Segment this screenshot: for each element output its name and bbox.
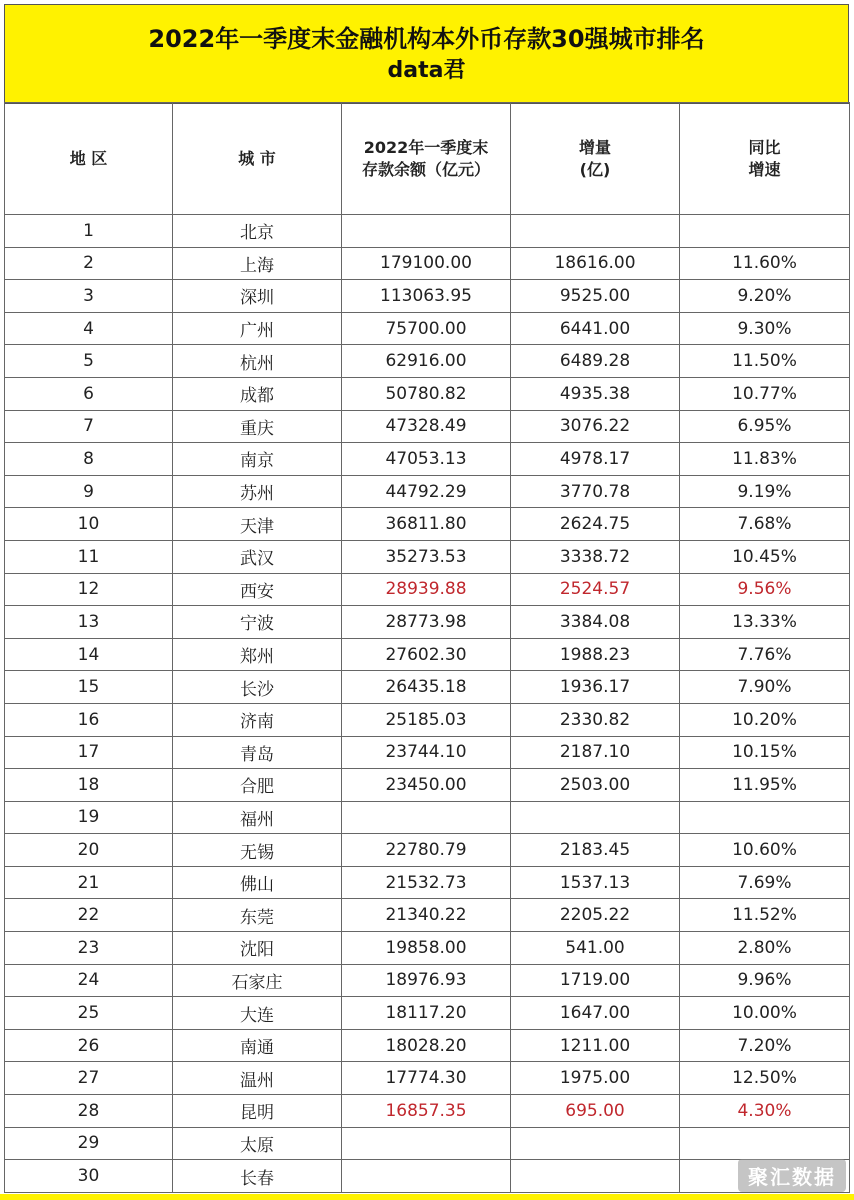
cell-increase [511,1127,680,1160]
cell-yoy: 7.20% [680,1029,850,1062]
cell-rank: 5 [5,345,173,378]
cell-balance: 28939.88 [342,573,511,606]
cell-balance: 28773.98 [342,606,511,639]
cell-city: 西安 [173,573,342,606]
cell-rank: 16 [5,703,173,736]
cell-increase: 4978.17 [511,443,680,476]
page-title: 2022年一季度末金融机构本外币存款30强城市排名 [148,25,705,53]
cell-increase: 2187.10 [511,736,680,769]
header-region: 地 区 [5,103,173,215]
cell-city: 沈阳 [173,932,342,965]
cell-city: 无锡 [173,834,342,867]
cell-balance: 21532.73 [342,866,511,899]
cell-city: 长沙 [173,671,342,704]
cell-city: 太原 [173,1127,342,1160]
cell-balance: 179100.00 [342,247,511,280]
cell-increase: 2205.22 [511,899,680,932]
cell-rank: 25 [5,997,173,1030]
cell-yoy: 7.76% [680,638,850,671]
cell-increase: 3384.08 [511,606,680,639]
cell-increase [511,801,680,834]
cell-yoy: 9.30% [680,312,850,345]
header-balance-label: 2022年一季度末 存款余额（亿元） [361,137,490,179]
cell-rank: 2 [5,247,173,280]
cell-increase: 3770.78 [511,475,680,508]
cell-yoy: 7.69% [680,866,850,899]
title-banner [4,4,849,104]
cell-increase: 1975.00 [511,1062,680,1095]
cell-rank: 30 [5,1160,173,1193]
cell-balance: 75700.00 [342,312,511,345]
cell-city: 杭州 [173,345,342,378]
table-row [5,736,850,769]
table-row [5,247,850,280]
table-row [5,1062,850,1095]
cell-rank: 13 [5,606,173,639]
cell-balance: 47328.49 [342,410,511,443]
cell-rank: 29 [5,1127,173,1160]
cell-rank: 22 [5,899,173,932]
table-row [5,932,850,965]
table-row [5,801,850,834]
table-row [5,410,850,443]
cell-rank: 10 [5,508,173,541]
cell-rank: 6 [5,377,173,410]
cell-city: 上海 [173,247,342,280]
cell-increase: 1988.23 [511,638,680,671]
cell-city: 武汉 [173,540,342,573]
cell-balance: 27602.30 [342,638,511,671]
cell-balance: 18028.20 [342,1029,511,1062]
cell-rank: 3 [5,280,173,313]
cell-rank: 28 [5,1095,173,1128]
cell-balance: 113063.95 [342,280,511,313]
cell-rank: 27 [5,1062,173,1095]
cell-increase: 541.00 [511,932,680,965]
header-balance [342,103,511,215]
cell-increase: 2503.00 [511,769,680,802]
cell-rank: 12 [5,573,173,606]
bottom-bar [0,1194,854,1200]
cell-rank: 4 [5,312,173,345]
cell-city: 石家庄 [173,964,342,997]
table-row [5,540,850,573]
cell-increase: 1537.13 [511,866,680,899]
cell-yoy: 12.50% [680,1062,850,1095]
cell-city: 重庆 [173,410,342,443]
cell-yoy: 11.95% [680,769,850,802]
cell-city: 广州 [173,312,342,345]
cell-increase: 6441.00 [511,312,680,345]
table-row [5,377,850,410]
cell-increase: 3076.22 [511,410,680,443]
header-city: 城 市 [173,103,342,215]
cell-balance: 44792.29 [342,475,511,508]
cell-increase: 2524.57 [511,573,680,606]
table-row [5,769,850,802]
table-row [5,1095,850,1128]
table-row [5,475,850,508]
cell-balance: 25185.03 [342,703,511,736]
cell-rank: 24 [5,964,173,997]
table-row [5,1127,850,1160]
table-row [5,280,850,313]
cell-yoy [680,801,850,834]
table-row [5,671,850,704]
cell-increase: 1647.00 [511,997,680,1030]
cell-rank: 15 [5,671,173,704]
cell-increase [511,1160,680,1193]
cell-yoy: 9.96% [680,964,850,997]
table-row [5,866,850,899]
cell-rank: 20 [5,834,173,867]
cell-balance: 35273.53 [342,540,511,573]
cell-balance: 22780.79 [342,834,511,867]
cell-yoy: 11.52% [680,899,850,932]
cell-rank: 9 [5,475,173,508]
cell-rank: 14 [5,638,173,671]
cell-increase: 695.00 [511,1095,680,1128]
cell-balance [342,801,511,834]
cell-yoy: 11.83% [680,443,850,476]
cell-increase: 2624.75 [511,508,680,541]
cell-increase: 2183.45 [511,834,680,867]
cell-increase: 1211.00 [511,1029,680,1062]
cell-balance: 18117.20 [342,997,511,1030]
cell-yoy: 9.56% [680,573,850,606]
cell-increase: 1719.00 [511,964,680,997]
cell-balance [342,1127,511,1160]
cell-city: 南京 [173,443,342,476]
cell-yoy: 10.45% [680,540,850,573]
cell-city: 东莞 [173,899,342,932]
cell-increase: 2330.82 [511,703,680,736]
cell-yoy: 10.00% [680,997,850,1030]
cell-city: 天津 [173,508,342,541]
cell-city: 苏州 [173,475,342,508]
table-row [5,997,850,1030]
cell-rank: 1 [5,215,173,248]
table-row [5,312,850,345]
cell-city: 南通 [173,1029,342,1062]
cell-balance: 23450.00 [342,769,511,802]
cell-city: 北京 [173,215,342,248]
cell-yoy: 13.33% [680,606,850,639]
table-row [5,443,850,476]
cell-yoy: 7.68% [680,508,850,541]
header-increase [511,103,680,215]
page-subtitle: data君 [387,58,466,83]
cell-city: 深圳 [173,280,342,313]
cell-yoy: 11.50% [680,345,850,378]
table-row [5,606,850,639]
cell-increase: 6489.28 [511,345,680,378]
table-row [5,215,850,248]
cell-balance: 50780.82 [342,377,511,410]
cell-yoy: 10.60% [680,834,850,867]
table-row [5,703,850,736]
cell-city: 合肥 [173,769,342,802]
cell-balance: 21340.22 [342,899,511,932]
cell-yoy: 10.20% [680,703,850,736]
cell-city: 郑州 [173,638,342,671]
cell-rank: 11 [5,540,173,573]
table-body [5,215,850,1193]
cell-rank: 7 [5,410,173,443]
table-header-row [5,103,850,215]
cell-city: 青岛 [173,736,342,769]
cell-balance: 47053.13 [342,443,511,476]
header-yoy-label: 同比 增速 [748,137,781,179]
cell-city: 宁波 [173,606,342,639]
cell-city: 福州 [173,801,342,834]
cell-city: 长春 [173,1160,342,1193]
table-row [5,1029,850,1062]
cell-city: 温州 [173,1062,342,1095]
cell-balance: 36811.80 [342,508,511,541]
cell-city: 昆明 [173,1095,342,1128]
cell-balance: 16857.35 [342,1095,511,1128]
header-yoy [680,103,850,215]
cell-balance [342,1160,511,1193]
table-row [5,964,850,997]
cell-city: 大连 [173,997,342,1030]
cell-yoy: 2.80% [680,932,850,965]
cell-yoy: 7.90% [680,671,850,704]
cell-yoy: 9.19% [680,475,850,508]
cell-rank: 26 [5,1029,173,1062]
cell-balance: 17774.30 [342,1062,511,1095]
cell-city: 济南 [173,703,342,736]
cell-balance: 26435.18 [342,671,511,704]
cell-yoy: 6.95% [680,410,850,443]
cell-balance: 62916.00 [342,345,511,378]
table-row [5,899,850,932]
table-row [5,345,850,378]
cell-city: 成都 [173,377,342,410]
cell-yoy: 10.15% [680,736,850,769]
cell-increase: 18616.00 [511,247,680,280]
cell-balance: 19858.00 [342,932,511,965]
cell-yoy: 10.77% [680,377,850,410]
table-row [5,1160,850,1193]
header-increase-label: 增量 (亿) [578,137,611,179]
cell-increase: 9525.00 [511,280,680,313]
cell-balance [342,215,511,248]
cell-rank: 8 [5,443,173,476]
cell-balance: 23744.10 [342,736,511,769]
table-row [5,508,850,541]
cell-increase: 4935.38 [511,377,680,410]
cell-rank: 19 [5,801,173,834]
cell-increase: 3338.72 [511,540,680,573]
cell-yoy [680,1127,850,1160]
cell-balance: 18976.93 [342,964,511,997]
cell-rank: 17 [5,736,173,769]
cell-increase [511,215,680,248]
table-row [5,638,850,671]
table-row [5,834,850,867]
table-row [5,573,850,606]
cell-increase: 1936.17 [511,671,680,704]
cell-city: 佛山 [173,866,342,899]
cell-rank: 21 [5,866,173,899]
cell-yoy: 11.60% [680,247,850,280]
cell-yoy [680,215,850,248]
cell-yoy: 9.20% [680,280,850,313]
cell-rank: 23 [5,932,173,965]
cell-yoy: 4.30% [680,1095,850,1128]
cell-rank: 18 [5,769,173,802]
watermark: 聚汇数据 [738,1159,846,1192]
ranking-table [4,102,850,1193]
